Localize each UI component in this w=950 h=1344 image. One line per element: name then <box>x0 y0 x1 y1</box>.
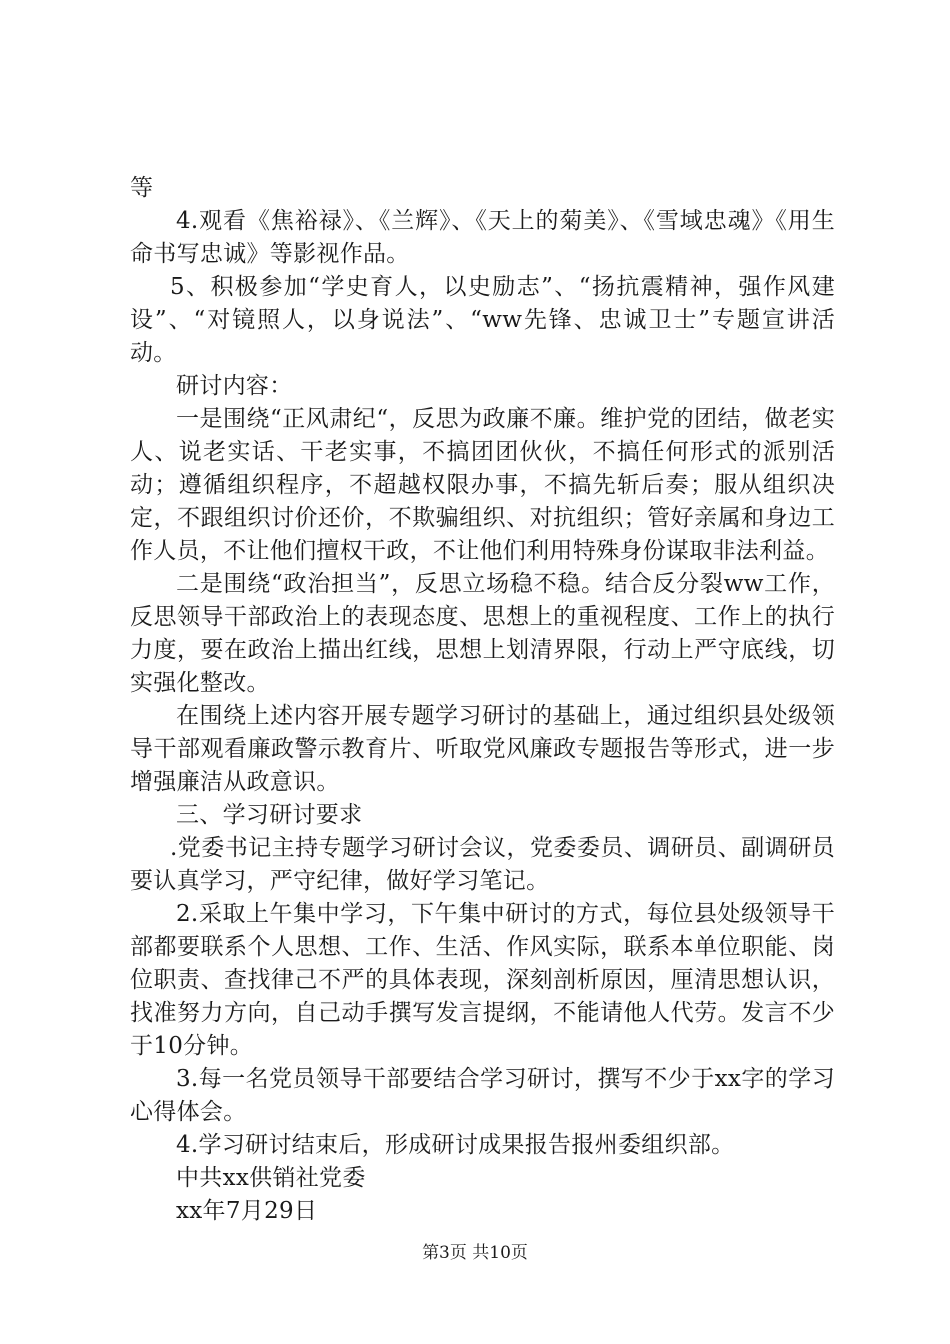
paragraph-requirement-1: .党委书记主持专题学习研讨会议，党委委员、调研员、副调研员要认真学习，严守纪律，做好学习笔记。 <box>130 835 835 894</box>
paragraph-discussion-heading: 研讨内容： <box>176 373 293 399</box>
paragraph-continuation: 等 <box>130 175 154 201</box>
document-body <box>130 172 835 1228</box>
paragraph-discussion-first: 一是围绕“正风肃纪“，反思为政廉不廉。维护党的团结，做老实人、说老实话、干老实事，不搞团团伙伙，不搞任何形式的派别活动；遵循组织程序，不超越权限办事，不搞先斩后奏；服从组织决定，不跟组织讨价还价，不欺骗组织、对抗组织；管好亲属和身边工作人员，不让他们擅权干政，不让他们利用特殊身份谋取非法利益。 <box>130 406 835 564</box>
paragraph-requirement-2: 2.采取上午集中学习，下午集中研讨的方式，每位县处级领导干部都要联系个人思想、工作、生活、作风实际，联系本单位职能、岗位职责、查找律己不严的具体表现，深刻剖析原因，厘清思想认识，找准努力方向，自己动手撰写发言提纲，不能请他人代劳。发言不少于10分钟。 <box>130 901 835 1059</box>
page-number-label: 第3页 共10页 <box>422 1243 528 1263</box>
section-heading-requirements: 三、学习研讨要求 <box>176 802 363 828</box>
paragraph-requirement-3: 3.每一名党员领导干部要结合学习研讨，撰写不少于xx字的学习心得体会。 <box>130 1066 835 1125</box>
page-footer <box>0 1242 950 1264</box>
paragraph-discussion-summary: 在围绕上述内容开展专题学习研讨的基础上，通过组织县处级领导干部观看廉政警示教育片、听取党风廉政专题报告等形式，进一步增强廉洁从政意识。 <box>130 703 835 795</box>
signature-organization: 中共xx供销社党委 <box>176 1165 366 1191</box>
paragraph-item-5-lectures: 5、积极参加“学史育人，以史励志”、“扬抗震精神，强作风建设”、“对镜照人，以身说法”、“ww先锋、忠诚卫士”专题宣讲活动。 <box>130 274 835 366</box>
paragraph-item-4-films: 4.观看《焦裕禄》、《兰辉》、《天上的菊美》、《雪域忠魂》《用生命书写忠诚》等影视作品。 <box>130 208 835 267</box>
paragraph-requirement-4: 4.学习研讨结束后，形成研讨成果报告报州委组织部。 <box>176 1132 735 1158</box>
signature-date: xx年7月29日 <box>176 1198 318 1224</box>
paragraph-discussion-second: 二是围绕“政治担当”，反思立场稳不稳。结合反分裂ww工作，反思领导干部政治上的表现态度、思想上的重视程度、工作上的执行力度，要在政治上描出红线，思想上划清界限，行动上严守底线，切实强化整改。 <box>130 571 835 696</box>
